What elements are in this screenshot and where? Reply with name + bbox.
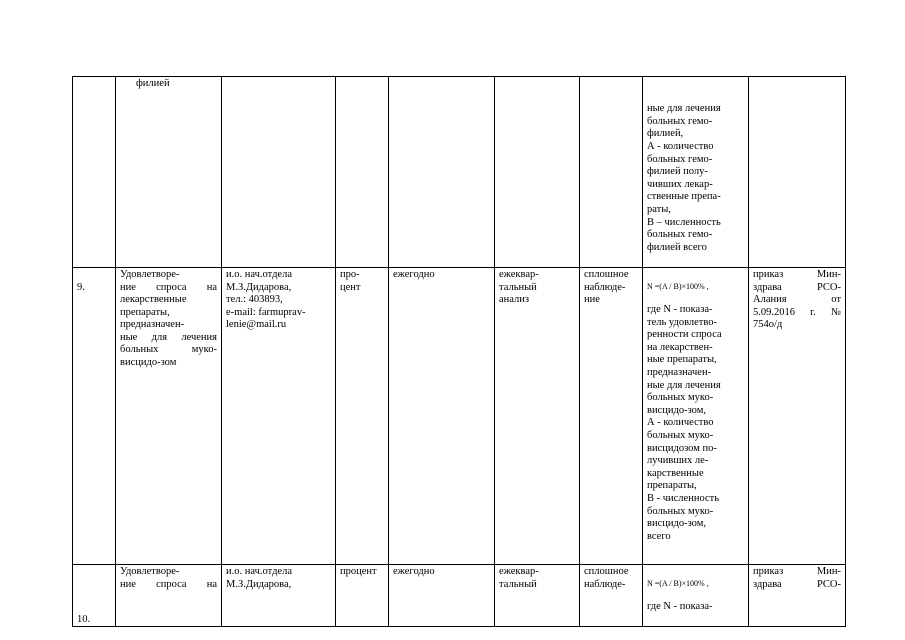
formula: N =(A / B)×100% , [647,281,709,291]
observation-method: сплошное наблюде- ние [580,267,643,564]
measurement-unit: про- цент [336,267,389,564]
indicator-name: Удовлетворе- ние спроса на лекарственные препараты, предназначен- ные для лечения больных муко- висцидо-зом [116,267,222,564]
analysis-frequency: ежеквар- тальный [495,564,580,626]
calculation-text: где N - показа- [647,601,713,613]
legal-basis: приказ Мин- здрава РСО- [749,564,846,626]
analysis-frequency: ежеквар- тальный анализ [495,267,580,564]
measurement-unit: процент [336,564,389,626]
legal-basis [749,77,846,268]
reporting-period: ежегодно [389,564,495,626]
responsible-person: и.о. нач.отдела М.З.Дидарова, тел.: 403893, e-mail: farmuprav- lenie@mail.ru [222,267,336,564]
indicator-name: филией [116,77,222,268]
indicator-name: Удовлетворе- ние спроса на [116,564,222,626]
row-number-text: 9. [77,281,85,293]
table-row [73,267,846,564]
reporting-period [389,77,495,268]
legal-basis: приказ Мин- здрава РСО- Алания от 5.09.2016 г. № 754о/д [749,267,846,564]
indicator-table [72,76,846,627]
calculation-method [643,564,749,626]
observation-method [580,77,643,268]
observation-method: сплошное наблюде- [580,564,643,626]
responsible-person [222,77,336,268]
table-row [73,77,846,268]
calculation-method [643,267,749,564]
calculation-text: ные для лечения больных гемо- филией, А - количество больных гемо- филией полу- чивших лекар- ственные препа- раты, В – численность больных гемо- филией всего [647,103,721,253]
calculation-text: где N - показа- тель удовлетво- ренности спроса на лекарствен- ные препараты, предназначен- ные для лечения больных муко- висцидо-зом, А - количество больных муко- висцидозом по- лучивших ле- карственные препараты, В - численность больных муко- висцидо-зом, всего [647,304,722,542]
calculation-method [643,77,749,268]
row-number [73,267,116,564]
row-number [73,77,116,268]
formula: N =(A / B)×100% , [647,578,709,588]
table-row [73,564,846,626]
reporting-period: ежегодно [389,267,495,564]
row-number: 10. [73,564,116,626]
responsible-person: и.о. нач.отдела М.З.Дидарова, [222,564,336,626]
analysis-frequency [495,77,580,268]
measurement-unit [336,77,389,268]
